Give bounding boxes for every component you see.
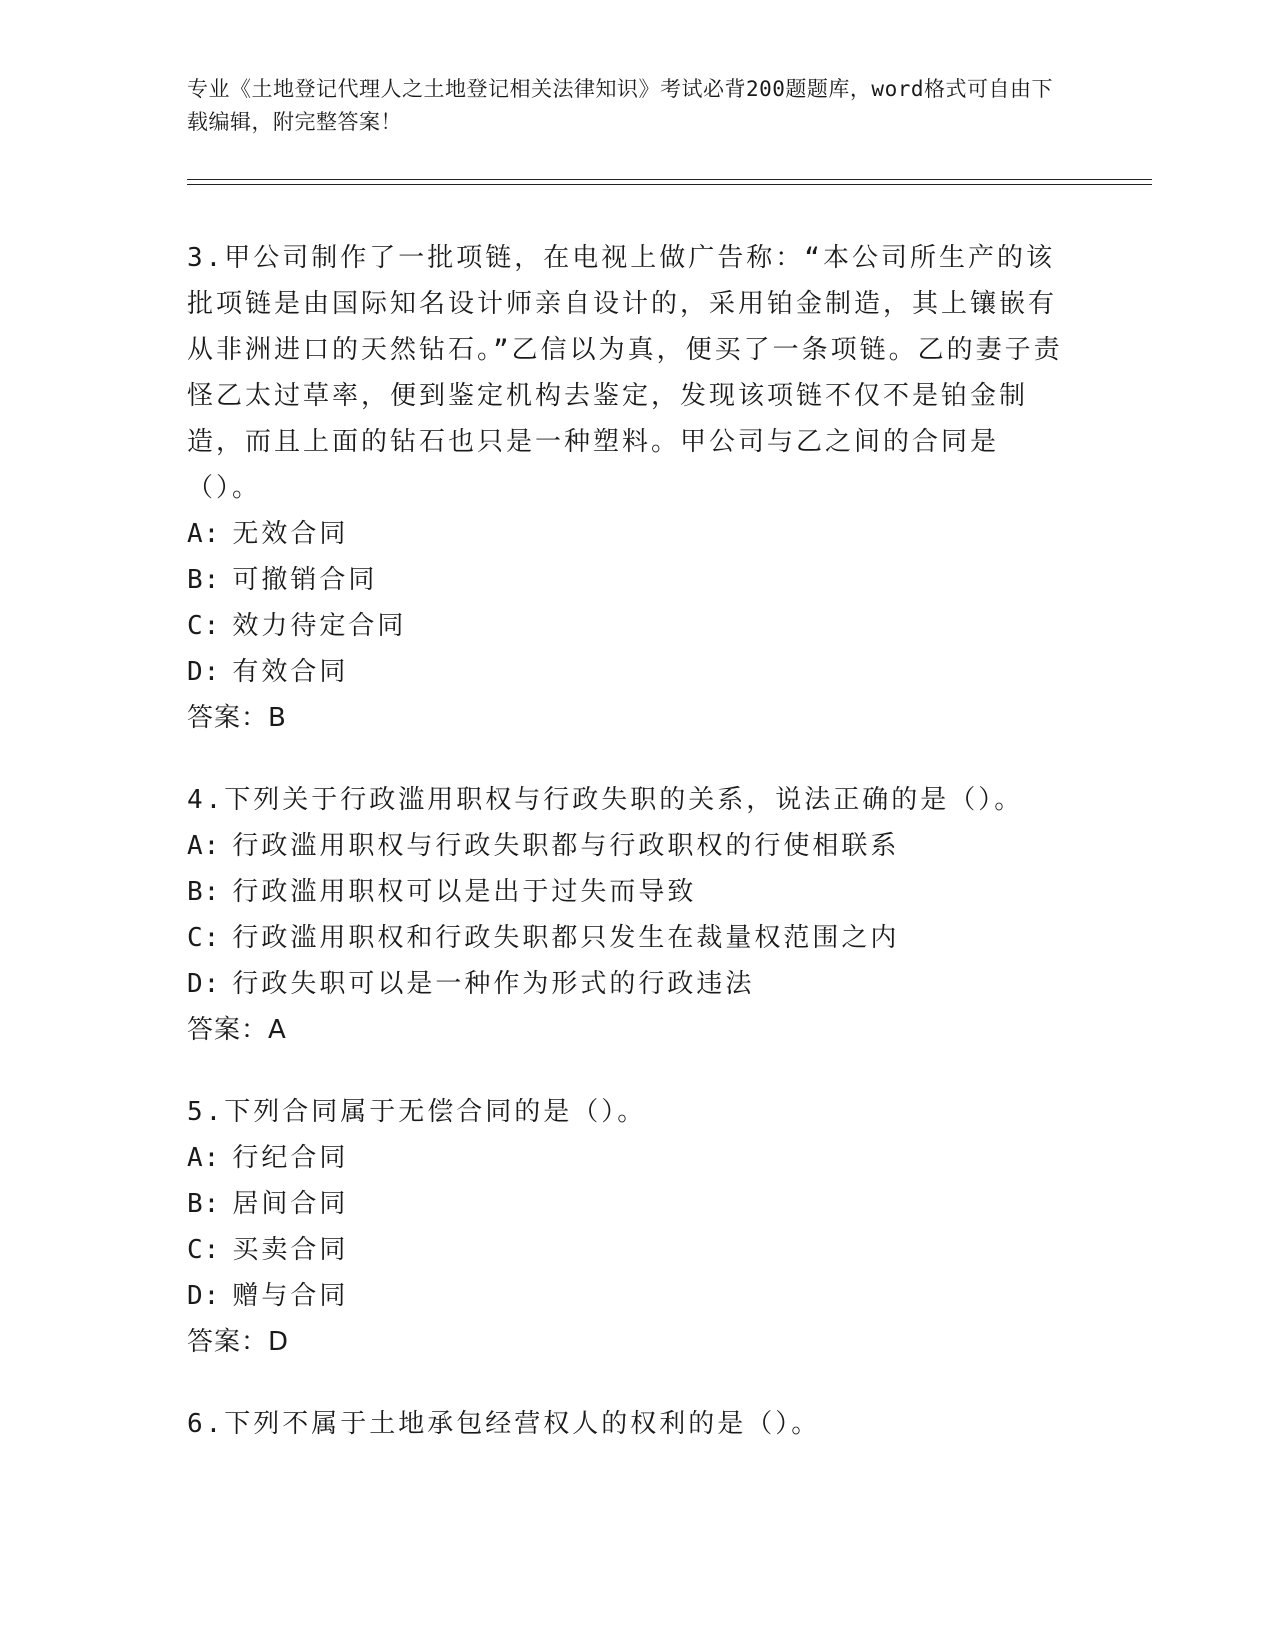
option-text: 赠与合同 — [232, 1281, 349, 1311]
question-3 — [187, 235, 1067, 741]
question-4 — [187, 777, 1067, 1053]
option-text: 行政滥用职权可以是出于过失而导致 — [232, 877, 697, 907]
document-title: 专业《土地登记代理人之土地登记相关法律知识》考试必背200题题库，word格式可自由下载编辑，附完整答案！ — [187, 77, 1053, 134]
header-divider-top — [187, 179, 1152, 180]
answer-line: 答案：B — [187, 703, 287, 733]
option-letter: B — [187, 565, 204, 595]
option-letter: A — [187, 1143, 204, 1173]
option-letter: A — [187, 831, 204, 861]
answer-line: 答案：D — [187, 1327, 290, 1357]
option-letter: D — [187, 657, 204, 687]
option-text: 有效合同 — [232, 657, 349, 687]
option-letter: C — [187, 611, 204, 641]
option-text: 可撤销合同 — [232, 565, 378, 595]
option-c: C: 效力待定合同 — [187, 611, 407, 641]
question-list — [187, 235, 1067, 1483]
question-stem: 5.下列合同属于无偿合同的是（）。 — [187, 1097, 647, 1127]
option-d: D: 赠与合同 — [187, 1281, 349, 1311]
option-letter: B — [187, 877, 204, 907]
option-text: 行政滥用职权和行政失职都只发生在裁量权范围之内 — [232, 923, 900, 953]
option-letter: C — [187, 1235, 204, 1265]
option-b: B: 可撤销合同 — [187, 565, 378, 595]
option-letter: C — [187, 923, 204, 953]
question-6 — [187, 1401, 1067, 1447]
option-text: 居间合同 — [232, 1189, 349, 1219]
option-c: C: 行政滥用职权和行政失职都只发生在裁量权范围之内 — [187, 923, 900, 953]
answer-line: 答案：A — [187, 1015, 287, 1045]
question-stem: 6.下列不属于土地承包经营权人的权利的是（）。 — [187, 1409, 821, 1439]
option-letter: D — [187, 969, 204, 999]
option-d: D: 有效合同 — [187, 657, 349, 687]
option-text: 效力待定合同 — [232, 611, 407, 641]
option-text: 行政失职可以是一种作为形式的行政违法 — [232, 969, 755, 999]
question-5 — [187, 1089, 1067, 1365]
option-letter: D — [187, 1281, 204, 1311]
option-text: 行政滥用职权与行政失职都与行政职权的行使相联系 — [232, 831, 900, 861]
option-text: 买卖合同 — [232, 1235, 349, 1265]
question-stem: 4.下列关于行政滥用职权与行政失职的关系，说法正确的是（）。 — [187, 785, 1024, 815]
option-text: 无效合同 — [232, 519, 349, 549]
option-b: B: 居间合同 — [187, 1189, 349, 1219]
header-divider-bottom — [187, 184, 1152, 185]
option-a: A: 行纪合同 — [187, 1143, 349, 1173]
option-d: D: 行政失职可以是一种作为形式的行政违法 — [187, 969, 755, 999]
option-b: B: 行政滥用职权可以是出于过失而导致 — [187, 877, 697, 907]
option-letter: B — [187, 1189, 204, 1219]
option-a: A: 行政滥用职权与行政失职都与行政职权的行使相联系 — [187, 831, 900, 861]
option-text: 行纪合同 — [232, 1143, 349, 1173]
document-header — [187, 73, 1067, 139]
option-c: C: 买卖合同 — [187, 1235, 349, 1265]
question-stem: 3.甲公司制作了一批项链，在电视上做广告称：“本公司所生产的该批项链是由国际知名设计师亲自设计的，采用铂金制造，其上镶嵌有从非洲进口的天然钻石。”乙信以为真，便买了一条项链。乙的妻子责怪乙太过草率，便到鉴定机构去鉴定，发现该项链不仅不是铂金制造，而且上面的钻石也只是一种塑料。甲公司与乙之间的合同是（）。 — [187, 243, 1063, 503]
option-a: A: 无效合同 — [187, 519, 349, 549]
option-letter: A — [187, 519, 204, 549]
